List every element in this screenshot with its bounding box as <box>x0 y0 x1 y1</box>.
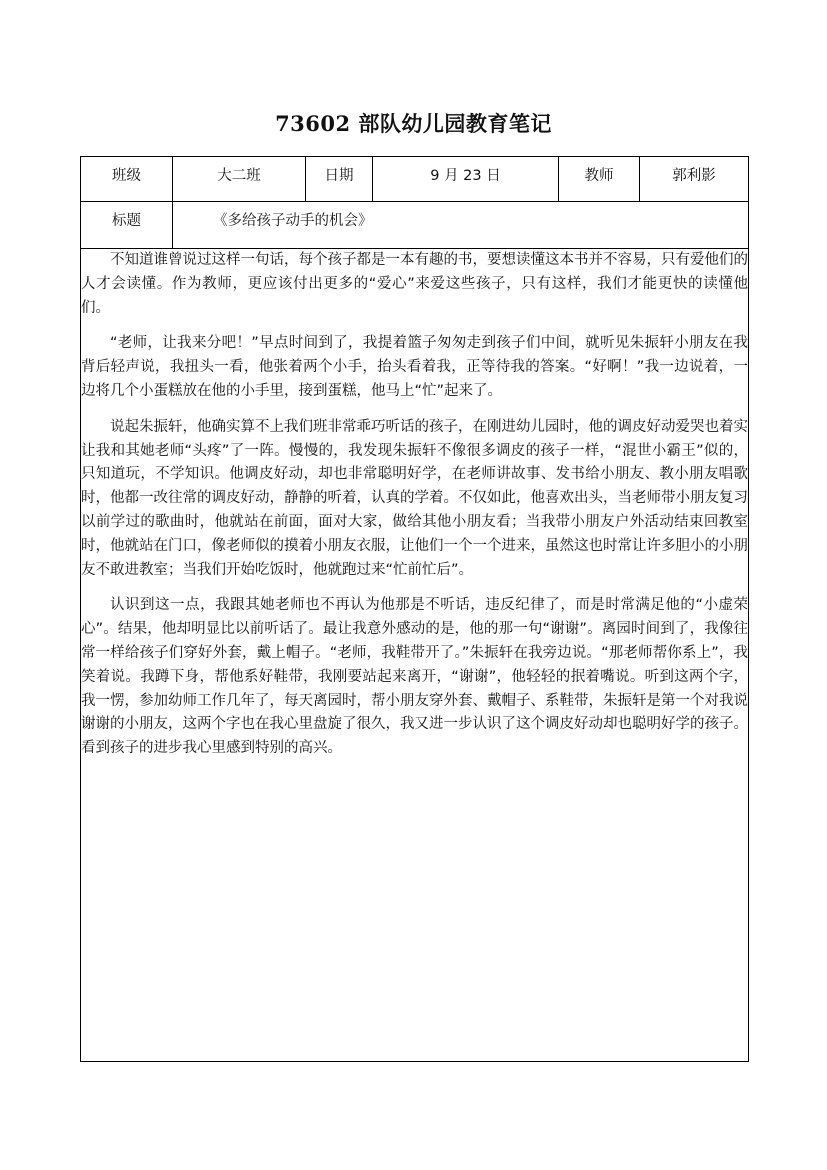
topic-value: 《多给孩子动手的机会》 <box>173 202 749 249</box>
class-value: 大二班 <box>173 157 306 202</box>
topic-label: 标题 <box>81 202 173 249</box>
body-cell <box>81 249 749 1062</box>
body-paragraph-4: 认识到这一点，我跟其她老师也不再认为他那是不听话，违反纪律了，而是时常满足他的“小虚荣心”。结果，他却明显比以前听话了。最让我意外感动的是，他的那一句“谢谢”。离园时间到了，我像往常一样给孩子们穿好外套，戴上帽子。“老师，我鞋带开了。”朱振轩在我旁边说。“那老师帮你系上”，我笑着说。我蹲下身，帮他系好鞋带，我刚要站起来离开，“谢谢”，他轻轻的抿着嘴说。听到这两个字，我一愣，参加幼师工作几年了，每天离园时，帮小朋友穿外套、戴帽子、系鞋带，朱振轩是第一个对我说谢谢的小朋友，这两个字也在我心里盘旋了很久，我又进一步认识了这个调皮好动却也聪明好学的孩子。看到孩子的进步我心里感到特别的高兴。 <box>81 597 748 757</box>
class-label: 班级 <box>81 157 173 202</box>
title-row <box>81 202 749 249</box>
notes-table <box>80 156 749 1062</box>
body-paragraph-1: 不知道谁曾说过这样一句话，每个孩子都是一本有趣的书，要想读懂这本书并不容易，只有爱他们的人才会读懂。作为教师，更应该付出更多的“爱心”来爱这些孩子，只有这样，我们才能更快的读懂他们。 <box>81 252 748 316</box>
teacher-value: 郭利影 <box>640 157 749 202</box>
document-title: 73602 部队幼儿园教育笔记 <box>275 111 552 136</box>
body-row <box>81 249 749 1062</box>
date-label: 日期 <box>306 157 373 202</box>
info-row <box>81 157 749 202</box>
teacher-label: 教师 <box>559 157 640 202</box>
body-paragraph-3: 说起朱振轩，他确实算不上我们班非常乖巧听话的孩子，在刚进幼儿园时，他的调皮好动爱哭也着实让我和其她老师“头疼”了一阵。慢慢的，我发现朱振轩不像很多调皮的孩子一样，“混世小霸王”似的，只知道玩，不学知识。他调皮好动，却也非常聪明好学，在老师讲故事、发书给小朋友、教小朋友唱歌时，他都一改往常的调皮好动，静静的听着，认真的学着。不仅如此，他喜欢出头，当老师带小朋友复习以前学过的歌曲时，他就站在前面，面对大家，做给其他小朋友看；当我带小朋友户外活动结束回教室时，他就站在门口，像老师似的摸着小朋友衣服，让他们一个一个进来，虽然这也时常让许多胆小的小朋友不敢进教室；当我们开始吃饭时，他就跑过来“忙前忙后”。 <box>81 418 748 578</box>
date-value: 9 月 23 日 <box>373 157 559 202</box>
body-paragraph-2: “老师，让我来分吧！”早点时间到了，我提着篮子匆匆走到孩子们中间，就听见朱振轩小朋友在我背后轻声说，我扭头一看，他张着两个小手，抬头看着我，正等待我的答案。“好啊！”我一边说着，一边将几个小蛋糕放在他的小手里，接到蛋糕，他马上“忙”起来了。 <box>81 335 748 399</box>
